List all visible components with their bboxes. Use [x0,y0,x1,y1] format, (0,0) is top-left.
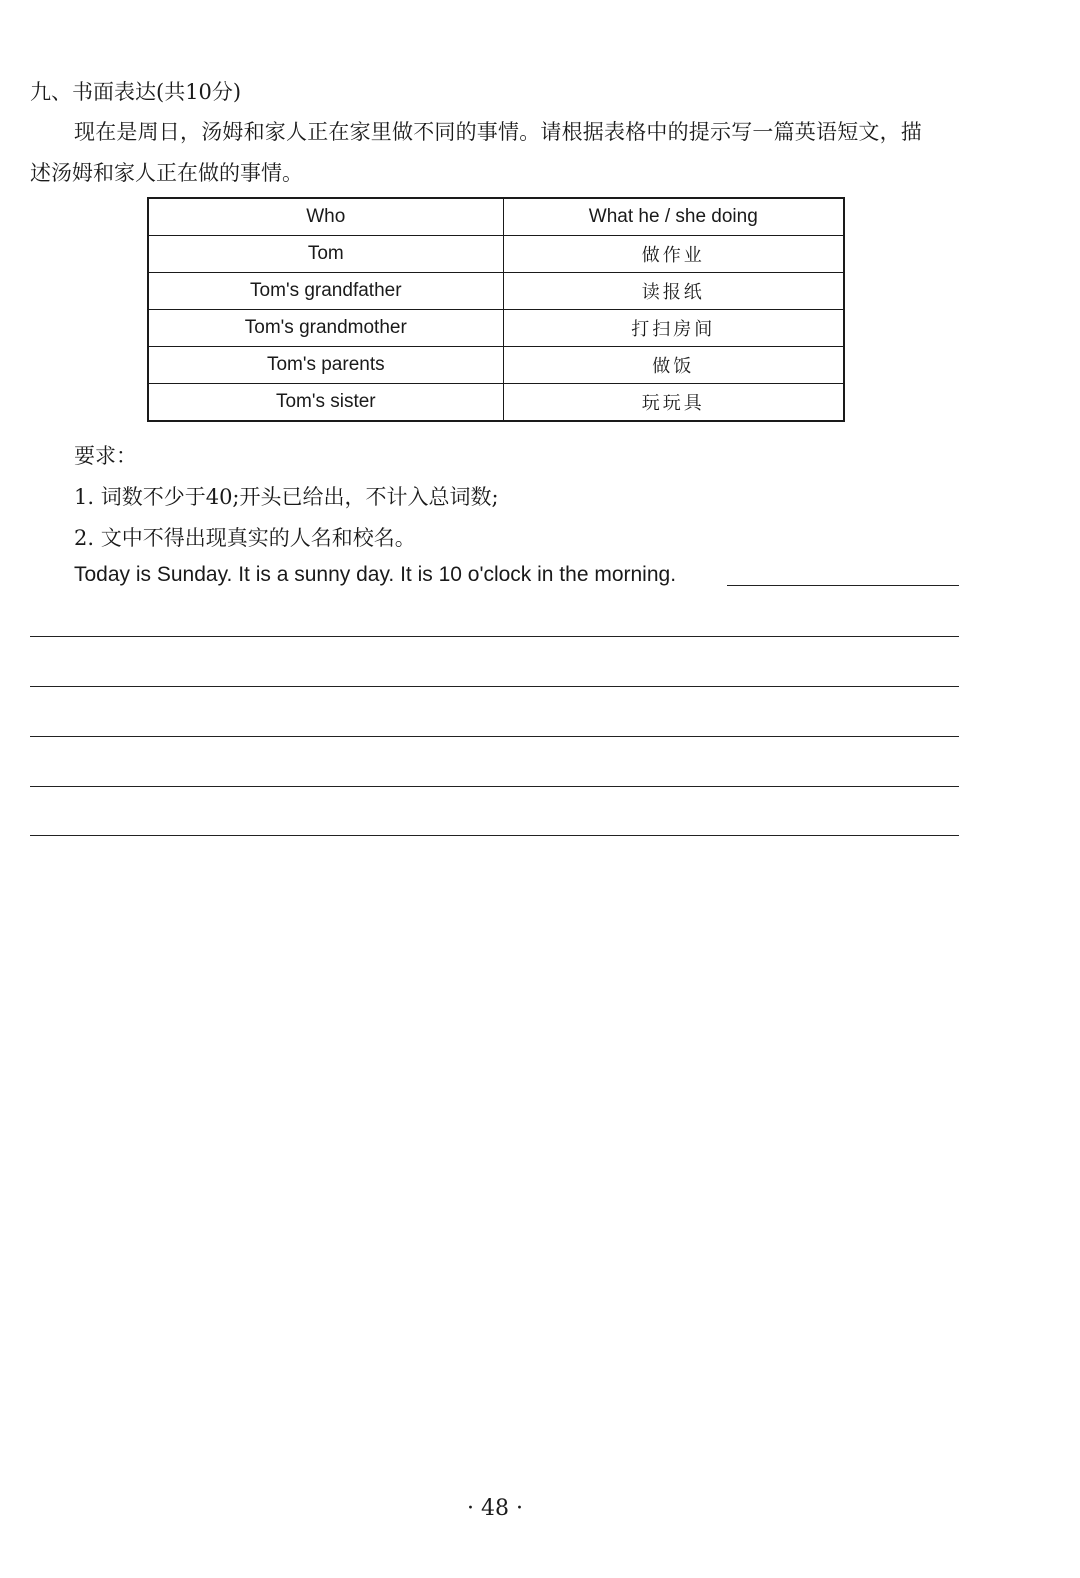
requirements-heading: 要求： [74,444,137,468]
instruction-line-1: 现在是周日，汤姆和家人正在家里做不同的事情。请根据表格中的提示写一篇英语短文，描 [74,120,922,144]
cell-who: Tom [148,236,503,273]
table-header-row [148,198,844,236]
cell-activity: 打扫房间 [503,310,844,347]
answer-line[interactable] [30,736,959,737]
cell-who: Tom's grandmother [148,310,503,347]
answer-blank-inline[interactable] [727,585,959,586]
answer-line[interactable] [30,636,959,637]
table-row [148,384,844,422]
table-row [148,273,844,310]
answer-line[interactable] [30,686,959,687]
requirement-item-1: 1. 词数不少于40;开头已给出，不计入总词数; [74,485,499,509]
header-who: Who [148,198,503,236]
cell-activity: 做作业 [503,236,844,273]
hint-table [147,197,845,422]
table-row [148,236,844,273]
cell-activity: 玩玩具 [503,384,844,422]
requirement-item-2: 2. 文中不得出现真实的人名和校名。 [74,526,416,550]
cell-who: Tom's sister [148,384,503,422]
opening-sentence: Today is Sunday. It is a sunny day. It is 10 o'clock in the morning. [74,563,677,586]
table-row [148,310,844,347]
page-number: · 48 · [467,1496,523,1521]
cell-who: Tom's grandfather [148,273,503,310]
answer-line[interactable] [30,835,959,836]
instruction-line-2: 述汤姆和家人正在做的事情。 [30,161,303,185]
table-row [148,347,844,384]
cell-activity: 做饭 [503,347,844,384]
cell-who: Tom's parents [148,347,503,384]
answer-line[interactable] [30,786,959,787]
cell-activity: 读报纸 [503,273,844,310]
section-title: 九、书面表达(共10分) [30,80,242,104]
header-activity: What he / she doing [503,198,844,236]
